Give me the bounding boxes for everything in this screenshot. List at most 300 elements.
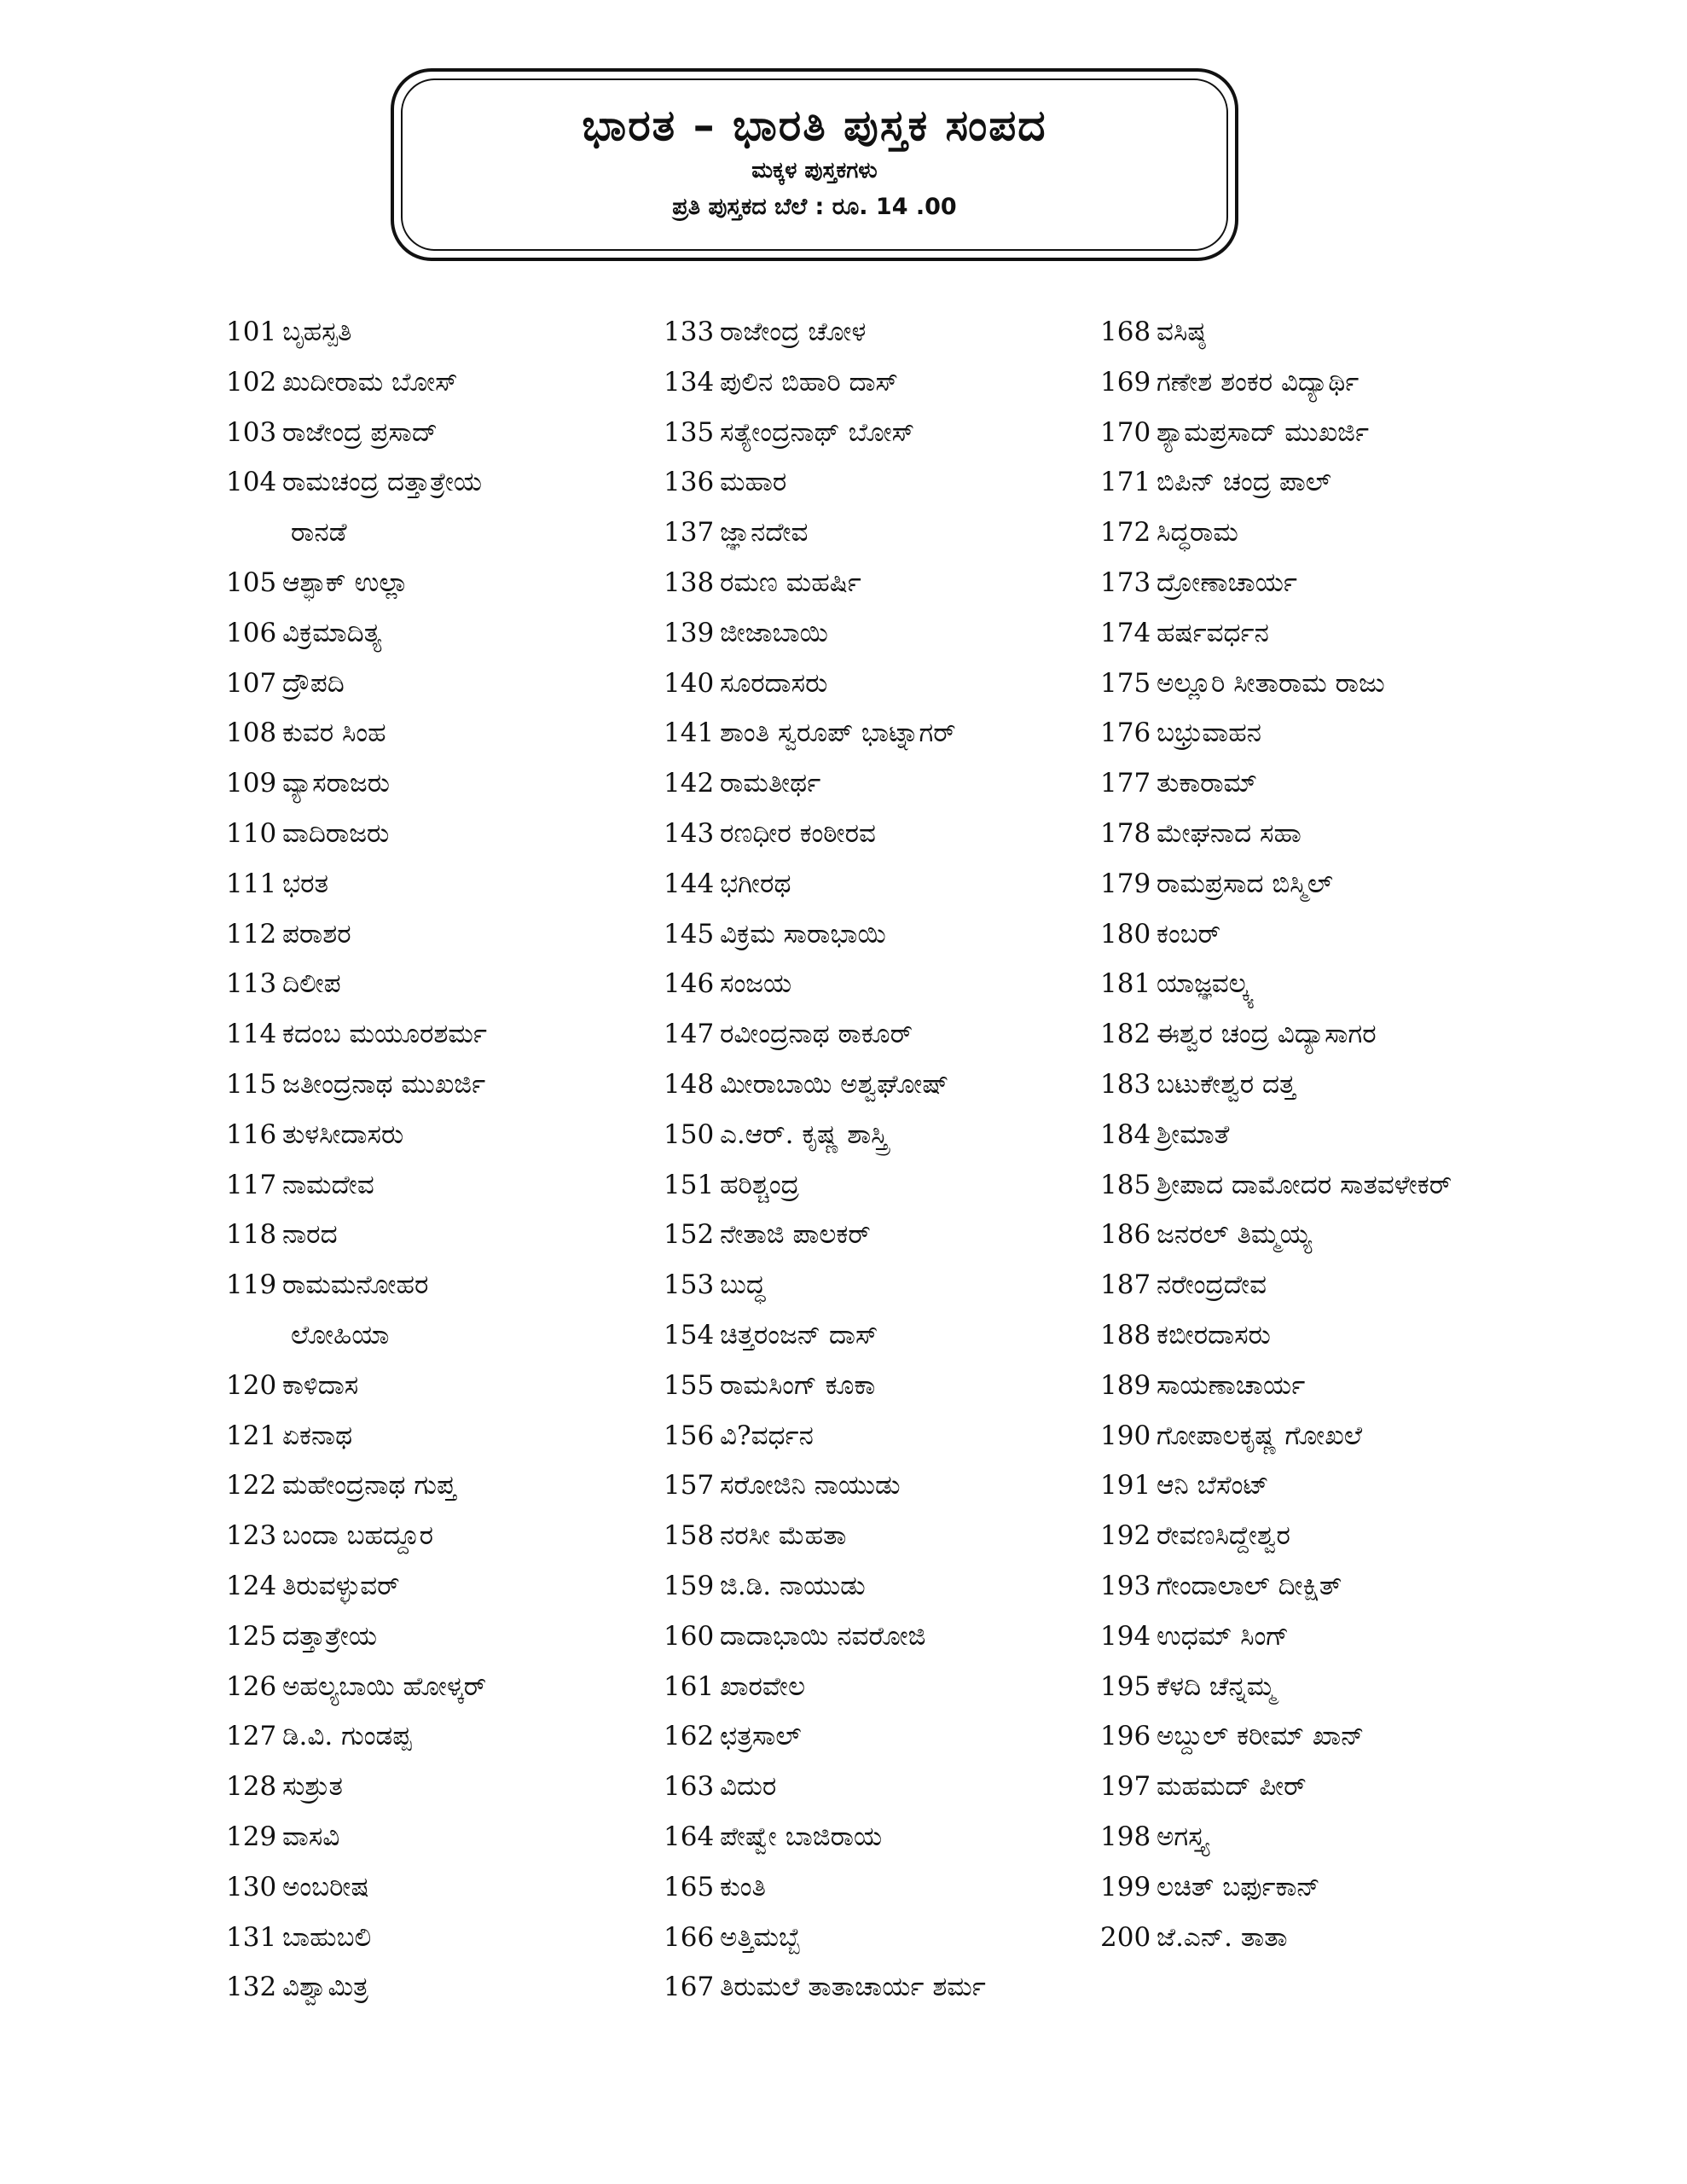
book-title: ಜನರಲ್ ತಿಮ್ಮಯ್ಯ bbox=[1157, 1219, 1313, 1251]
list-item bbox=[1100, 959, 1629, 1009]
book-title: ಸರೋಜಿನಿ ನಾಯುಡು bbox=[720, 1470, 901, 1502]
book-number: 115 bbox=[226, 1068, 277, 1100]
book-title: ರಮಣ ಮಹರ್ಷಿ bbox=[720, 566, 861, 598]
list-item bbox=[226, 758, 644, 809]
book-number: 197 bbox=[1100, 1771, 1151, 1803]
list-item bbox=[226, 1662, 644, 1712]
book-title: ಕುಂತಿ bbox=[720, 1871, 766, 1902]
list-item bbox=[226, 408, 644, 458]
book-number: 103 bbox=[226, 416, 277, 448]
list-item bbox=[1100, 1862, 1629, 1913]
book-title: ಕದಂಬ ಮಯೂರಶರ್ಮ bbox=[282, 1019, 487, 1050]
list-item bbox=[226, 859, 644, 909]
list-item bbox=[1100, 809, 1629, 859]
book-number: 119 bbox=[226, 1269, 277, 1301]
book-title: ರಾಮಪ್ರಸಾದ ಬಿಸ್ಮಿಲ್ bbox=[1157, 868, 1333, 899]
book-number: 159 bbox=[664, 1570, 715, 1601]
book-title: ಶಾಂತಿ ಸ್ವರೂಪ್ ಭಾಟ್ನಾಗರ್ bbox=[720, 717, 956, 749]
book-list-column-2 bbox=[664, 307, 1090, 2013]
book-number: 194 bbox=[1100, 1620, 1151, 1652]
list-item bbox=[1100, 1411, 1629, 1461]
list-item bbox=[664, 1561, 1090, 1612]
book-title: ಸುಶ್ರುತ bbox=[282, 1771, 343, 1803]
list-item bbox=[1100, 1612, 1629, 1662]
list-item bbox=[1100, 1662, 1629, 1712]
book-number: 113 bbox=[226, 968, 277, 1000]
book-title: ಮೇಘನಾದ ಸಹಾ bbox=[1157, 817, 1301, 849]
book-title: ಕಬೀರದಾಸರು bbox=[1157, 1319, 1271, 1350]
list-item bbox=[1100, 1461, 1629, 1511]
list-item bbox=[664, 809, 1090, 859]
book-title: ತಿರುವಳ್ಳುವರ್ bbox=[282, 1570, 400, 1601]
list-item bbox=[1100, 1009, 1629, 1060]
list-item bbox=[664, 608, 1090, 659]
list-item bbox=[664, 1411, 1090, 1461]
book-number: 101 bbox=[226, 317, 277, 347]
price-line: ಪ್ರತಿ ಪುಸ್ತಕದ ಬೆಲೆ : ರೂ. 14 .00 bbox=[672, 194, 957, 220]
book-number: 158 bbox=[664, 1520, 715, 1552]
book-number: 156 bbox=[664, 1420, 715, 1451]
book-title: ಈಶ್ವರ ಚಂದ್ರ ವಿದ್ಯಾಸಾಗರ bbox=[1157, 1019, 1377, 1050]
book-title: ಅಬ್ದುಲ್ ಕರೀಮ್ ಖಾನ್ bbox=[1157, 1721, 1365, 1752]
book-title: ಗಣೇಶ ಶಂಕರ ವಿದ್ಯಾರ್ಥಿ bbox=[1157, 366, 1359, 398]
list-item bbox=[664, 659, 1090, 709]
book-title: ದ್ರೌಪದಿ bbox=[282, 667, 345, 699]
list-item bbox=[226, 1511, 644, 1561]
book-title: ಪುಲಿನ ಬಿಹಾರಿ ದಾಸ್ bbox=[720, 366, 899, 398]
list-item bbox=[664, 1762, 1090, 1812]
book-number: 125 bbox=[226, 1620, 277, 1652]
book-number: 150 bbox=[664, 1118, 715, 1150]
book-title: ಅಹಲ್ಯಬಾಯಿ ಹೋಳ್ಕರ್ bbox=[282, 1670, 487, 1702]
book-title: ಖುದೀರಾಮ ಬೋಸ್ bbox=[282, 366, 458, 398]
list-item bbox=[226, 1060, 644, 1110]
book-title: ಯಾಜ್ಞವಲ್ಕ್ಯ bbox=[1157, 968, 1254, 1000]
list-item bbox=[226, 1862, 644, 1913]
list-item bbox=[226, 809, 644, 859]
list-item bbox=[1100, 608, 1629, 659]
book-number: 107 bbox=[226, 667, 277, 699]
book-title: ಜ್ಞಾನದೇವ bbox=[720, 517, 809, 549]
book-number: 126 bbox=[226, 1670, 277, 1702]
book-number: 106 bbox=[226, 617, 277, 648]
list-item bbox=[226, 1361, 644, 1411]
book-number: 112 bbox=[226, 918, 277, 950]
book-number: 105 bbox=[226, 566, 277, 598]
list-item bbox=[1100, 357, 1629, 408]
book-number: 155 bbox=[664, 1369, 715, 1401]
book-number: 183 bbox=[1100, 1068, 1151, 1100]
book-title: ದತ್ತಾತ್ರೇಯ bbox=[282, 1620, 378, 1652]
book-number: 110 bbox=[226, 817, 277, 849]
list-item bbox=[664, 1060, 1090, 1110]
book-title: ಛತ್ರಸಾಲ್ bbox=[720, 1721, 802, 1752]
list-item bbox=[664, 1662, 1090, 1712]
book-number: 162 bbox=[664, 1721, 715, 1752]
book-title: ವಾಸವಿ bbox=[282, 1821, 340, 1852]
book-number: 174 bbox=[1100, 617, 1151, 648]
book-number: 143 bbox=[664, 817, 715, 849]
book-title: ಡಿ.ವಿ. ಗುಂಡಪ್ಪ bbox=[282, 1721, 412, 1752]
list-item bbox=[1100, 1812, 1629, 1862]
book-number: 122 bbox=[226, 1470, 277, 1502]
book-number: 170 bbox=[1100, 416, 1151, 448]
list-item bbox=[664, 1511, 1090, 1561]
list-item bbox=[226, 1612, 644, 1662]
book-title: ಶ್ರೀಪಾದ ದಾಮೋದರ ಸಾತವಳೇಕರ್ bbox=[1157, 1169, 1452, 1200]
book-number: 123 bbox=[226, 1520, 277, 1552]
book-number: 133 bbox=[664, 317, 715, 347]
book-number: 121 bbox=[226, 1420, 277, 1451]
book-title: ರಾಮತೀರ್ಥ bbox=[720, 768, 821, 799]
book-title: ರಾನಡೆ bbox=[291, 517, 347, 549]
list-item bbox=[226, 909, 644, 960]
list-item bbox=[664, 357, 1090, 408]
list-item bbox=[664, 1110, 1090, 1160]
book-title: ವಿ?ವರ್ಧನ bbox=[720, 1420, 814, 1451]
list-item bbox=[1100, 307, 1629, 357]
book-list-column-1 bbox=[226, 307, 644, 2013]
list-item bbox=[1100, 708, 1629, 758]
book-number: 182 bbox=[1100, 1019, 1151, 1050]
book-number: 175 bbox=[1100, 667, 1151, 699]
book-title: ರವೀಂದ್ರನಾಥ ಠಾಕೂರ್ bbox=[720, 1019, 913, 1050]
book-list-column-3 bbox=[1100, 307, 1629, 1962]
list-item bbox=[664, 1461, 1090, 1511]
list-item bbox=[664, 959, 1090, 1009]
book-number: 127 bbox=[226, 1721, 277, 1752]
book-number: 166 bbox=[664, 1921, 715, 1953]
book-number: 161 bbox=[664, 1670, 715, 1702]
book-title: ಬಿಪಿನ್ ಚಂದ್ರ ಪಾಲ್ bbox=[1157, 467, 1331, 498]
list-item bbox=[1100, 1711, 1629, 1762]
book-title: ಬುದ್ಧ bbox=[720, 1269, 766, 1301]
book-title: ಪರಾಶರ bbox=[282, 918, 351, 950]
list-item bbox=[664, 1310, 1090, 1361]
book-number: 193 bbox=[1100, 1570, 1151, 1601]
book-title: ಭಗೀರಥ bbox=[720, 868, 791, 899]
book-number: 124 bbox=[226, 1570, 277, 1601]
book-number: 181 bbox=[1100, 968, 1151, 1000]
book-title: ಅಗಸ್ತ್ಯ bbox=[1157, 1821, 1208, 1852]
book-number: 148 bbox=[664, 1068, 715, 1100]
list-item bbox=[664, 1009, 1090, 1060]
book-title: ಹರ್ಷವರ್ಧನ bbox=[1157, 617, 1269, 648]
book-title: ತಿರುಮಲೆ ತಾತಾಚಾರ್ಯ ಶರ್ಮ bbox=[720, 1972, 986, 2003]
book-number: 168 bbox=[1100, 317, 1151, 347]
list-item bbox=[1100, 508, 1629, 558]
book-title: ಜೆ.ಎನ್. ತಾತಾ bbox=[1157, 1921, 1288, 1953]
book-number: 177 bbox=[1100, 768, 1151, 799]
book-title: ಸತ್ಯೇಂದ್ರನಾಥ್ ಬೋಸ್ bbox=[720, 416, 915, 448]
book-number: 134 bbox=[664, 366, 715, 398]
book-number: 118 bbox=[226, 1219, 277, 1251]
book-title: ಗೇಂದಾಲಾಲ್ ದೀಕ್ಷಿತ್ bbox=[1157, 1570, 1342, 1601]
book-title: ವ್ಯಾಸರಾಜರು bbox=[282, 768, 391, 799]
book-title: ಪೇಷ್ವೇ ಬಾಜಿರಾಯ bbox=[720, 1821, 883, 1852]
book-title: ದಾದಾಭಾಯಿ ನವರೋಜಿ bbox=[720, 1620, 926, 1652]
book-number: 114 bbox=[226, 1019, 277, 1050]
book-title: ಸಾಯಣಾಚಾರ್ಯ bbox=[1157, 1369, 1306, 1401]
book-title: ಚಿತ್ತರಂಜನ್ ದಾಸ್ bbox=[720, 1319, 878, 1350]
book-title: ಎ.ಆರ್. ಕೃಷ್ಣ ಶಾಸ್ತ್ರಿ bbox=[720, 1118, 889, 1150]
book-title: ಖಾರವೇಲ bbox=[720, 1670, 806, 1702]
book-title: ಉಧಮ್ ಸಿಂಗ್ bbox=[1157, 1620, 1290, 1652]
list-item bbox=[1100, 1060, 1629, 1110]
list-item bbox=[664, 508, 1090, 558]
list-item bbox=[226, 1913, 644, 1963]
book-number: 104 bbox=[226, 467, 277, 498]
book-number: 130 bbox=[226, 1871, 277, 1902]
book-number: 184 bbox=[1100, 1118, 1151, 1150]
series-subtitle: ಮಕ್ಕಳ ಪುಸ್ತಕಗಳು bbox=[751, 158, 878, 183]
book-title: ಸೂರದಾಸರು bbox=[720, 667, 828, 699]
book-title: ತುಳಸೀದಾಸರು bbox=[282, 1118, 404, 1150]
book-title: ಅಂಬರೀಷ bbox=[282, 1871, 369, 1902]
list-item bbox=[226, 1009, 644, 1060]
list-item bbox=[226, 1962, 644, 2013]
header-frame bbox=[391, 68, 1238, 261]
book-number: 176 bbox=[1100, 717, 1151, 749]
book-number: 165 bbox=[664, 1871, 715, 1902]
list-item bbox=[226, 1210, 644, 1260]
book-title: ಜತೀಂದ್ರನಾಥ ಮುಖರ್ಜಿ bbox=[282, 1068, 486, 1100]
list-item bbox=[664, 1160, 1090, 1211]
book-title: ಮಹಾರ bbox=[720, 467, 787, 498]
list-item bbox=[226, 307, 644, 357]
list-item bbox=[226, 457, 644, 508]
list-item bbox=[664, 307, 1090, 357]
list-item bbox=[226, 1110, 644, 1160]
list-item bbox=[226, 1561, 644, 1612]
book-number: 167 bbox=[664, 1972, 715, 2003]
list-item bbox=[1100, 758, 1629, 809]
book-title: ಶ್ರೀಮಾತೆ bbox=[1157, 1118, 1230, 1150]
list-item bbox=[664, 1812, 1090, 1862]
book-title: ನಾರದ bbox=[282, 1219, 338, 1251]
book-number: 190 bbox=[1100, 1420, 1151, 1451]
book-number: 160 bbox=[664, 1620, 715, 1652]
list-item bbox=[226, 558, 644, 608]
book-title: ಶ್ಯಾಮಪ್ರಸಾದ್ ಮುಖರ್ಜಿ bbox=[1157, 416, 1370, 448]
list-item-continuation bbox=[226, 508, 644, 558]
list-item bbox=[664, 558, 1090, 608]
book-number: 147 bbox=[664, 1019, 715, 1050]
book-number: 189 bbox=[1100, 1369, 1151, 1401]
book-number: 172 bbox=[1100, 517, 1151, 549]
book-title: ವಿಕ್ರಮ ಸಾರಾಭಾಯಿ bbox=[720, 918, 886, 950]
book-title: ಲೋಹಿಯಾ bbox=[291, 1319, 390, 1350]
book-title: ಅತ್ತಿಮಬ್ಬೆ bbox=[720, 1921, 801, 1953]
book-number: 186 bbox=[1100, 1219, 1151, 1251]
book-number: 198 bbox=[1100, 1821, 1151, 1852]
series-title: ಭಾರತ – ಭಾರತಿ ಪುಸ್ತಕ ಸಂಪದ bbox=[582, 101, 1047, 150]
book-number: 108 bbox=[226, 717, 277, 749]
book-number: 154 bbox=[664, 1319, 715, 1350]
book-number: 185 bbox=[1100, 1169, 1151, 1200]
book-number: 116 bbox=[226, 1118, 277, 1150]
list-item bbox=[1100, 1110, 1629, 1160]
list-item bbox=[226, 1461, 644, 1511]
book-title: ರಾಮಮನೋಹರ bbox=[282, 1269, 429, 1301]
book-number: 199 bbox=[1100, 1871, 1151, 1902]
book-title: ನೇತಾಜಿ ಪಾಲಕರ್ bbox=[720, 1219, 871, 1251]
book-number: 152 bbox=[664, 1219, 715, 1251]
book-number: 179 bbox=[1100, 868, 1151, 899]
book-number: 135 bbox=[664, 416, 715, 448]
book-title: ಮೀರಾಬಾಯಿ ಅಶ್ವಘೋಷ್ bbox=[720, 1068, 949, 1100]
list-item bbox=[664, 909, 1090, 960]
list-item bbox=[664, 1711, 1090, 1762]
book-title: ಭರತ bbox=[282, 868, 329, 899]
list-item bbox=[1100, 1260, 1629, 1310]
book-title: ಜಿ.ಡಿ. ನಾಯುಡು bbox=[720, 1570, 866, 1601]
book-title: ಗೋಪಾಲಕೃಷ್ಣ ಗೋಖಲೆ bbox=[1157, 1420, 1363, 1451]
list-item bbox=[664, 708, 1090, 758]
book-title: ಮಹೇಂದ್ರನಾಥ ಗುಪ್ತ bbox=[282, 1470, 456, 1502]
list-item bbox=[226, 1260, 644, 1310]
book-number: 102 bbox=[226, 366, 277, 398]
list-item bbox=[664, 758, 1090, 809]
book-number: 191 bbox=[1100, 1470, 1151, 1502]
book-title: ವಿಕ್ರಮಾದಿತ್ಯ bbox=[282, 617, 382, 648]
list-item bbox=[226, 959, 644, 1009]
book-title: ಕೆಳದಿ ಚೆನ್ನಮ್ಮ bbox=[1157, 1670, 1276, 1702]
book-title: ಏಕನಾಥ bbox=[282, 1420, 353, 1451]
book-number: 188 bbox=[1100, 1319, 1151, 1350]
list-item bbox=[664, 1862, 1090, 1913]
book-title: ಬಭ್ರುವಾಹನ bbox=[1157, 717, 1261, 749]
book-number: 187 bbox=[1100, 1269, 1151, 1301]
book-number: 141 bbox=[664, 717, 715, 749]
book-number: 120 bbox=[226, 1369, 277, 1401]
book-title: ಆನಿ ಬೆಸೆಂಟ್ bbox=[1157, 1470, 1269, 1502]
list-item bbox=[664, 1962, 1090, 2013]
list-item bbox=[664, 1260, 1090, 1310]
book-number: 117 bbox=[226, 1169, 277, 1200]
list-item bbox=[1100, 909, 1629, 960]
list-item bbox=[1100, 1160, 1629, 1211]
list-item bbox=[226, 1160, 644, 1211]
book-number: 164 bbox=[664, 1821, 715, 1852]
book-title: ರಣಧೀರ ಕಂಠೀರವ bbox=[720, 817, 876, 849]
book-number: 180 bbox=[1100, 918, 1151, 950]
list-item bbox=[226, 608, 644, 659]
book-number: 132 bbox=[226, 1972, 277, 2003]
list-item bbox=[1100, 1913, 1629, 1963]
book-title: ದಿಲೀಪ bbox=[282, 968, 341, 1000]
book-number: 146 bbox=[664, 968, 715, 1000]
book-number: 139 bbox=[664, 617, 715, 648]
book-title: ವಾದಿರಾಜರು bbox=[282, 817, 390, 849]
list-item bbox=[664, 1913, 1090, 1963]
book-number: 131 bbox=[226, 1921, 277, 1953]
book-title: ಲಚಿತ್ ಬರ್ಫುಕಾನ್ bbox=[1157, 1871, 1320, 1902]
book-title: ಬಾಹುಬಲಿ bbox=[282, 1921, 372, 1953]
book-number: 178 bbox=[1100, 817, 1151, 849]
book-number: 173 bbox=[1100, 566, 1151, 598]
list-item bbox=[664, 457, 1090, 508]
list-item bbox=[1100, 558, 1629, 608]
book-number: 196 bbox=[1100, 1721, 1151, 1752]
book-title: ಕಂಬರ್ bbox=[1157, 918, 1221, 950]
list-item bbox=[226, 1812, 644, 1862]
book-number: 144 bbox=[664, 868, 715, 899]
book-title: ರಾಮಚಂದ್ರ ದತ್ತಾತ್ರೇಯ bbox=[282, 467, 483, 498]
list-item bbox=[1100, 1310, 1629, 1361]
book-number: 109 bbox=[226, 768, 277, 799]
book-number: 169 bbox=[1100, 366, 1151, 398]
list-item bbox=[664, 408, 1090, 458]
book-number: 137 bbox=[664, 517, 715, 549]
list-item bbox=[1100, 1561, 1629, 1612]
book-title: ನರಸೀ ಮೆಹತಾ bbox=[720, 1520, 847, 1552]
book-title: ನರೇಂದ್ರದೇವ bbox=[1157, 1269, 1267, 1301]
book-number: 192 bbox=[1100, 1520, 1151, 1552]
book-number: 129 bbox=[226, 1821, 277, 1852]
book-number: 128 bbox=[226, 1771, 277, 1803]
book-number: 140 bbox=[664, 667, 715, 699]
book-title: ರೇವಣಸಿದ್ದೇಶ್ವರ bbox=[1157, 1520, 1290, 1552]
book-number: 111 bbox=[226, 868, 277, 899]
list-item bbox=[226, 357, 644, 408]
book-title: ಹರಿಶ್ಚಂದ್ರ bbox=[720, 1169, 800, 1200]
list-item bbox=[664, 1361, 1090, 1411]
book-title: ತುಕಾರಾಮ್ bbox=[1157, 768, 1258, 799]
book-number: 142 bbox=[664, 768, 715, 799]
book-number: 136 bbox=[664, 467, 715, 498]
book-title: ರಾಜೇಂದ್ರ ಚೋಳ bbox=[720, 317, 867, 347]
book-title: ಸಿದ್ಧರಾಮ bbox=[1157, 517, 1238, 549]
list-item bbox=[226, 1411, 644, 1461]
book-title: ರಾಜೇಂದ್ರ ಪ್ರಸಾದ್ bbox=[282, 416, 438, 448]
book-title: ಕಾಳಿದಾಸ bbox=[282, 1369, 359, 1401]
book-number: 163 bbox=[664, 1771, 715, 1803]
list-item bbox=[1100, 457, 1629, 508]
header-inner-frame bbox=[401, 78, 1228, 251]
list-item bbox=[1100, 659, 1629, 709]
book-title: ವಸಿಷ್ಠ bbox=[1157, 317, 1206, 347]
book-number: 195 bbox=[1100, 1670, 1151, 1702]
list-item bbox=[226, 1762, 644, 1812]
list-item bbox=[664, 1612, 1090, 1662]
book-title: ಕುವರ ಸಿಂಹ bbox=[282, 717, 386, 749]
book-title: ನಾಮದೇವ bbox=[282, 1169, 374, 1200]
book-title: ವಿಶ್ವಾಮಿತ್ರ bbox=[282, 1972, 368, 2003]
book-title: ಮಹಮದ್ ಪೀರ್ bbox=[1157, 1771, 1307, 1803]
book-title: ಸಂಜಯ bbox=[720, 968, 792, 1000]
book-number: 138 bbox=[664, 566, 715, 598]
book-title: ಜೀಜಾಬಾಯಿ bbox=[720, 617, 828, 648]
list-item-continuation bbox=[226, 1310, 644, 1361]
list-item bbox=[1100, 1511, 1629, 1561]
list-item bbox=[664, 1210, 1090, 1260]
book-title: ಆಶ್ಫಾಕ್ ಉಲ್ಲಾ bbox=[282, 566, 409, 598]
book-title: ಅಲ್ಲೂರಿ ಸೀತಾರಾಮ ರಾಜು bbox=[1157, 667, 1385, 699]
list-item bbox=[226, 1711, 644, 1762]
book-title: ಬೃಹಸ್ಪತಿ bbox=[282, 317, 352, 347]
book-number: 145 bbox=[664, 918, 715, 950]
book-title: ವಿದುರ bbox=[720, 1771, 777, 1803]
book-number: 153 bbox=[664, 1269, 715, 1301]
list-item bbox=[1100, 1361, 1629, 1411]
book-title: ಬಟುಕೇಶ್ವರ ದತ್ತ bbox=[1157, 1068, 1296, 1100]
list-item bbox=[1100, 1210, 1629, 1260]
book-number: 171 bbox=[1100, 467, 1151, 498]
book-title: ರಾಮಸಿಂಗ್ ಕೂಕಾ bbox=[720, 1369, 876, 1401]
list-item bbox=[226, 708, 644, 758]
list-item bbox=[1100, 1762, 1629, 1812]
